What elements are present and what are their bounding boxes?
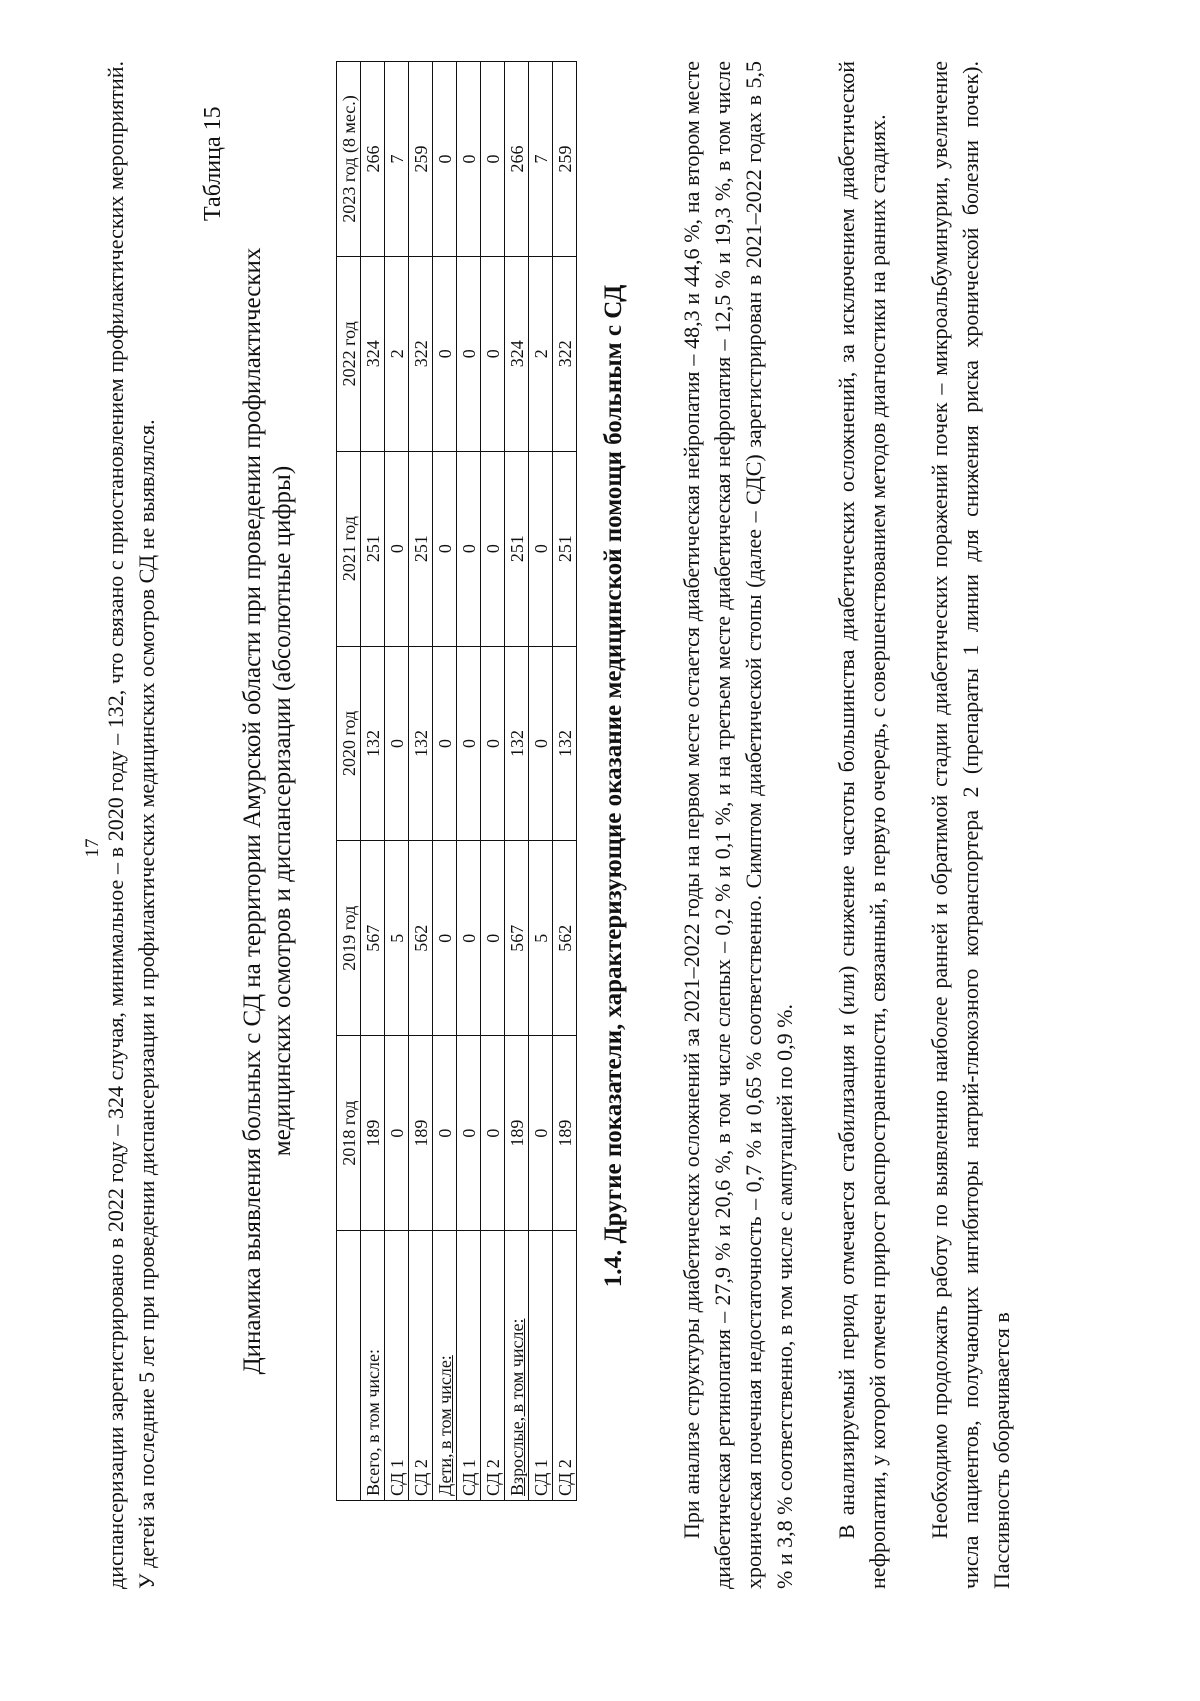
table-row-label: СД 2 — [553, 1231, 577, 1501]
table-row-label: Дети, в том числе: — [433, 1231, 457, 1501]
table-cell: 0 — [481, 451, 505, 646]
table-cell: 562 — [409, 841, 433, 1036]
table-body — [361, 62, 577, 1501]
table-cell: 0 — [385, 646, 409, 841]
table-row — [385, 62, 409, 1501]
table-header-cell: 2020 год — [337, 646, 361, 841]
table-cell: 266 — [505, 62, 529, 257]
table-cell: 189 — [553, 1036, 577, 1231]
table-cell: 7 — [529, 62, 553, 257]
table-cell: 324 — [361, 256, 385, 451]
table-cell: 0 — [385, 1036, 409, 1231]
table-cell: 132 — [361, 646, 385, 841]
intro-paragraph: диспансеризации зарегистрировано в 2022 году – 324 случая, минимальное – в 2020 году – 132, что связано с приостановлением профилактических мероприятий. У детей за последние 5 лет при проведении диспансеризации и профилактических медицинских осмотров СД не выявлялся. — [103, 61, 159, 1589]
table-cell: 0 — [433, 256, 457, 451]
table-row-label: СД 1 — [529, 1231, 553, 1501]
table-row — [553, 62, 577, 1501]
table-cell: 259 — [409, 62, 433, 257]
table-header-cell — [337, 1231, 361, 1501]
table-header-cell: 2023 год (8 мес.) — [337, 62, 361, 257]
table-cell: 251 — [505, 451, 529, 646]
table-cell: 0 — [433, 62, 457, 257]
table-row — [481, 62, 505, 1501]
table-cell: 251 — [409, 451, 433, 646]
table-header-cell: 2019 год — [337, 841, 361, 1036]
table-row-label: СД 1 — [457, 1231, 481, 1501]
data-table-container — [336, 61, 577, 1501]
table-cell: 5 — [529, 841, 553, 1036]
table-cell: 2 — [385, 256, 409, 451]
table-cell: 189 — [409, 1036, 433, 1231]
body-paragraph: Необходимо продолжать работу по выявлению наиболее ранней и обратимой стадии диабетических поражений почек – микроальбуминурии, увеличение числа пациентов, получающих ингибиторы натрий-глюкозного котранспортера 2 (препараты 1 линии для снижения риска хронической болезни почек). Пассивность оборачивается в — [927, 61, 1014, 1589]
table-header-cell: 2021 год — [337, 451, 361, 646]
table-row — [457, 62, 481, 1501]
data-table — [336, 61, 577, 1501]
table-cell: 0 — [457, 646, 481, 841]
table-cell: 0 — [457, 62, 481, 257]
table-cell: 0 — [457, 1036, 481, 1231]
table-cell: 0 — [433, 1036, 457, 1231]
table-cell: 132 — [409, 646, 433, 841]
table-cell: 322 — [553, 256, 577, 451]
table-cell: 0 — [457, 451, 481, 646]
table-cell: 567 — [505, 841, 529, 1036]
table-cell: 0 — [481, 62, 505, 257]
table-cell: 189 — [361, 1036, 385, 1231]
table-cell: 189 — [505, 1036, 529, 1231]
table-cell: 0 — [529, 646, 553, 841]
table-cell: 0 — [457, 256, 481, 451]
section-heading — [600, 61, 628, 1511]
table-row-label: Всего, в том числе: — [361, 1231, 385, 1501]
section-title: Другие показатели, характеризующие оказание медицинской помощи больным с СД — [600, 284, 627, 1244]
table-cell: 0 — [433, 841, 457, 1036]
table-row — [361, 62, 385, 1501]
table-cell: 266 — [361, 62, 385, 257]
table-cell: 0 — [529, 451, 553, 646]
table-cell: 132 — [505, 646, 529, 841]
body-paragraph: В анализируемый период отмечается стабилизация и (или) снижение частоты большинства диабетических осложнений, за исключением диабетической нефропатии, у которой отмечен прирост распространенности, связанный, в первую очередь, с совершенствованием методов диагностики на ранних стадиях. — [834, 61, 890, 1589]
table-header-row — [337, 62, 361, 1501]
table-title: Динамика выявления больных с СД на территории Амурской области при проведении профилактических медицинских осмотров и диспансеризации (абсолютные цифры) — [239, 247, 296, 1375]
table-cell: 562 — [553, 841, 577, 1036]
table-cell: 251 — [553, 451, 577, 646]
table-cell: 0 — [481, 256, 505, 451]
table-cell: 0 — [457, 841, 481, 1036]
table-row — [505, 62, 529, 1501]
table-row — [529, 62, 553, 1501]
table-cell: 0 — [529, 1036, 553, 1231]
table-cell: 0 — [433, 646, 457, 841]
table-row-label: СД 1 — [385, 1231, 409, 1501]
table-cell: 2 — [529, 256, 553, 451]
table-header-cell: 2018 год — [337, 1036, 361, 1231]
table-row-label: СД 2 — [481, 1231, 505, 1501]
section-number: 1.4. — [600, 1249, 627, 1288]
table-row — [433, 62, 457, 1501]
table-cell: 132 — [553, 646, 577, 841]
table-cell: 5 — [385, 841, 409, 1036]
body-paragraph: При анализе структуры диабетических осложнений за 2021–2022 годы на первом месте остается диабетическая нейропатия – 48,3 и 44,6 %, на втором месте диабетическая ретинопатия – 27,9 % и 20,6 %, в том числе слепых – 0,2 % и 0,1 %, и на третьем месте диабетическая нефропатия – 12,5 % и 19,3 %, в том числе хроническая почечная недостаточность – 0,7 % и 0,65 % соответственно. Симптом диабетической стопы (далее – СДС) зарегистрирован в 2021–2022 годах в 5,5 % и 3,8 % соответственно, в том числе с ампутацией по 0,9 %. — [679, 61, 797, 1589]
table-cell: 0 — [481, 841, 505, 1036]
table-cell: 0 — [385, 451, 409, 646]
table-cell: 322 — [409, 256, 433, 451]
table-cell: 0 — [433, 451, 457, 646]
table-label: Таблица 15 — [200, 106, 226, 221]
table-row — [409, 62, 433, 1501]
table-cell: 324 — [505, 256, 529, 451]
table-header-cell: 2022 год — [337, 256, 361, 451]
table-cell: 567 — [361, 841, 385, 1036]
table-cell: 7 — [385, 62, 409, 257]
table-cell: 251 — [361, 451, 385, 646]
table-row-label: Взрослые, в том числе: — [505, 1231, 529, 1501]
table-cell: 0 — [481, 1036, 505, 1231]
table-cell: 259 — [553, 62, 577, 257]
page-number: 17 — [82, 838, 103, 858]
table-row-label: СД 2 — [409, 1231, 433, 1501]
table-cell: 0 — [481, 646, 505, 841]
